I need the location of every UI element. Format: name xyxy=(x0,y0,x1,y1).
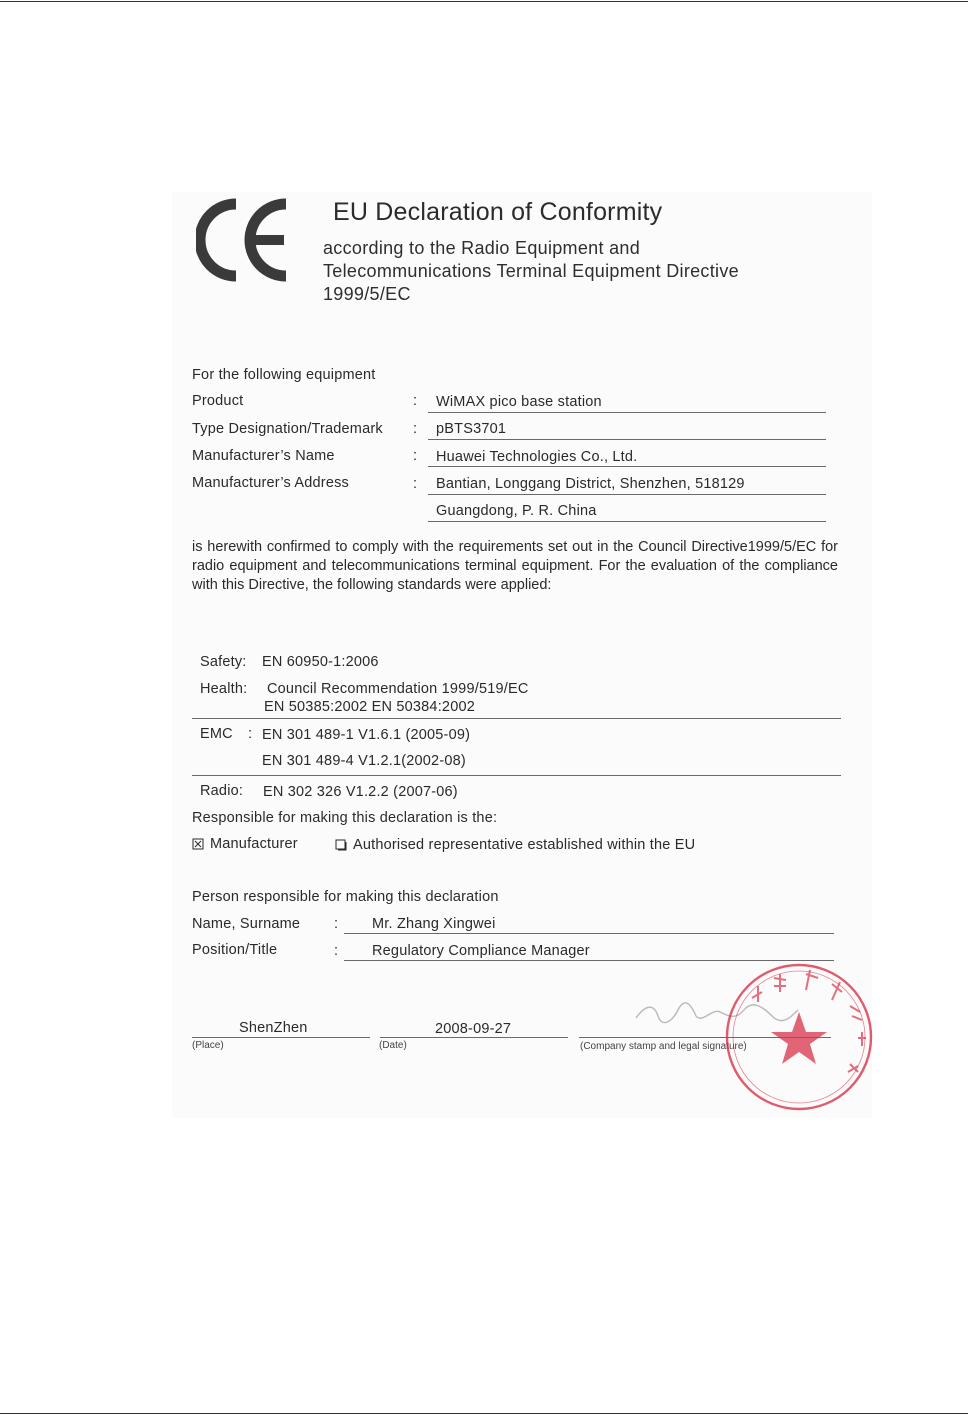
position-label: Position/Title xyxy=(192,942,278,958)
product-sep: : xyxy=(413,393,418,409)
manufacturer-address-line2: Guangdong, P. R. China xyxy=(436,503,597,519)
date-caption: (Date) xyxy=(379,1040,407,1051)
type-designation-sep: : xyxy=(413,421,418,437)
company-stamp-seal xyxy=(722,960,876,1114)
signature-caption: (Company stamp and legal signature) xyxy=(580,1041,747,1052)
manufacturer-checkbox[interactable] xyxy=(192,837,204,849)
date-value: 2008-09-27 xyxy=(435,1021,512,1037)
name-label: Name, Surname xyxy=(192,916,301,932)
place-value: ShenZhen xyxy=(239,1020,308,1036)
subtitle-line-1: according to the Radio Equipment and xyxy=(323,238,641,258)
subtitle-line-3: 1999/5/EC xyxy=(323,284,411,304)
manufacturer-option-label: Manufacturer xyxy=(210,836,298,852)
radio-value: EN 302 326 V1.2.2 (2007-06) xyxy=(263,784,458,800)
emc-label: EMC xyxy=(200,726,233,742)
manufacturer-name-label: Manufacturer’s Name xyxy=(192,448,335,464)
manufacturer-address-label: Manufacturer’s Address xyxy=(192,475,349,491)
safety-label: Safety: xyxy=(200,654,247,670)
position-sep: : xyxy=(334,943,339,959)
authorised-rep-option-label: Authorised representative established within the EU xyxy=(353,837,696,853)
manufacturer-address-sep: : xyxy=(413,476,418,492)
equipment-intro: For the following equipment xyxy=(192,367,376,383)
manufacturer-name-underline xyxy=(428,466,826,467)
name-underline xyxy=(344,933,834,934)
name-sep: : xyxy=(334,916,339,932)
product-value: WiMAX pico base station xyxy=(436,394,602,410)
name-value: Mr. Zhang Xingwei xyxy=(372,916,496,932)
emc-line-1: EN 301 489-1 V1.6.1 (2005-09) xyxy=(262,727,471,743)
ce-mark-icon xyxy=(196,196,292,284)
product-label: Product xyxy=(192,393,244,409)
responsible-heading: Responsible for making this declaration is the: xyxy=(192,810,498,826)
place-line xyxy=(192,1037,370,1038)
health-divider xyxy=(192,718,841,719)
address-line2-underline xyxy=(428,521,826,522)
document-title: EU Declaration of Conformity xyxy=(333,198,663,226)
emc-sep: : xyxy=(248,726,253,742)
compliance-statement: is herewith confirmed to comply with the requirements set out in the Council Directive1999/5/EC for radio equipment and telecommunications terminal equipment. For the evaluation of the compliance with this Directive, the following standards were applied: xyxy=(192,539,838,593)
type-designation-label: Type Designation/Trademark xyxy=(192,421,383,437)
manufacturer-address-underline xyxy=(428,494,826,495)
safety-value: EN 60950-1:2006 xyxy=(262,654,379,670)
health-line-1: Council Recommendation 1999/519/EC xyxy=(267,681,529,697)
person-heading: Person responsible for making this declaration xyxy=(192,889,499,905)
product-underline xyxy=(428,412,826,413)
emc-line-2: EN 301 489-4 V1.2.1(2002-08) xyxy=(262,753,466,769)
radio-label: Radio: xyxy=(200,783,244,799)
position-value: Regulatory Compliance Manager xyxy=(372,943,590,959)
health-line-2: EN 50385:2002 EN 50384:2002 xyxy=(264,699,475,715)
health-label: Health: xyxy=(200,681,248,697)
manufacturer-address-value: Bantian, Longgang District, Shenzhen, 518129 xyxy=(436,476,745,492)
authorised-rep-checkbox[interactable] xyxy=(335,838,347,850)
type-designation-underline xyxy=(428,439,826,440)
empty-box-icon xyxy=(335,839,347,851)
emc-divider xyxy=(192,775,841,776)
page-bottom-rule xyxy=(0,1413,968,1414)
date-line xyxy=(380,1037,568,1038)
subtitle-line-2: Telecommunications Terminal Equipment Directive xyxy=(323,261,739,281)
place-caption: (Place) xyxy=(192,1040,224,1051)
manufacturer-name-sep: : xyxy=(413,448,418,464)
type-designation-value: pBTS3701 xyxy=(436,421,507,437)
checked-box-icon xyxy=(192,838,204,850)
page-top-rule xyxy=(0,1,968,2)
manufacturer-name-value: Huawei Technologies Co., Ltd. xyxy=(436,449,638,465)
